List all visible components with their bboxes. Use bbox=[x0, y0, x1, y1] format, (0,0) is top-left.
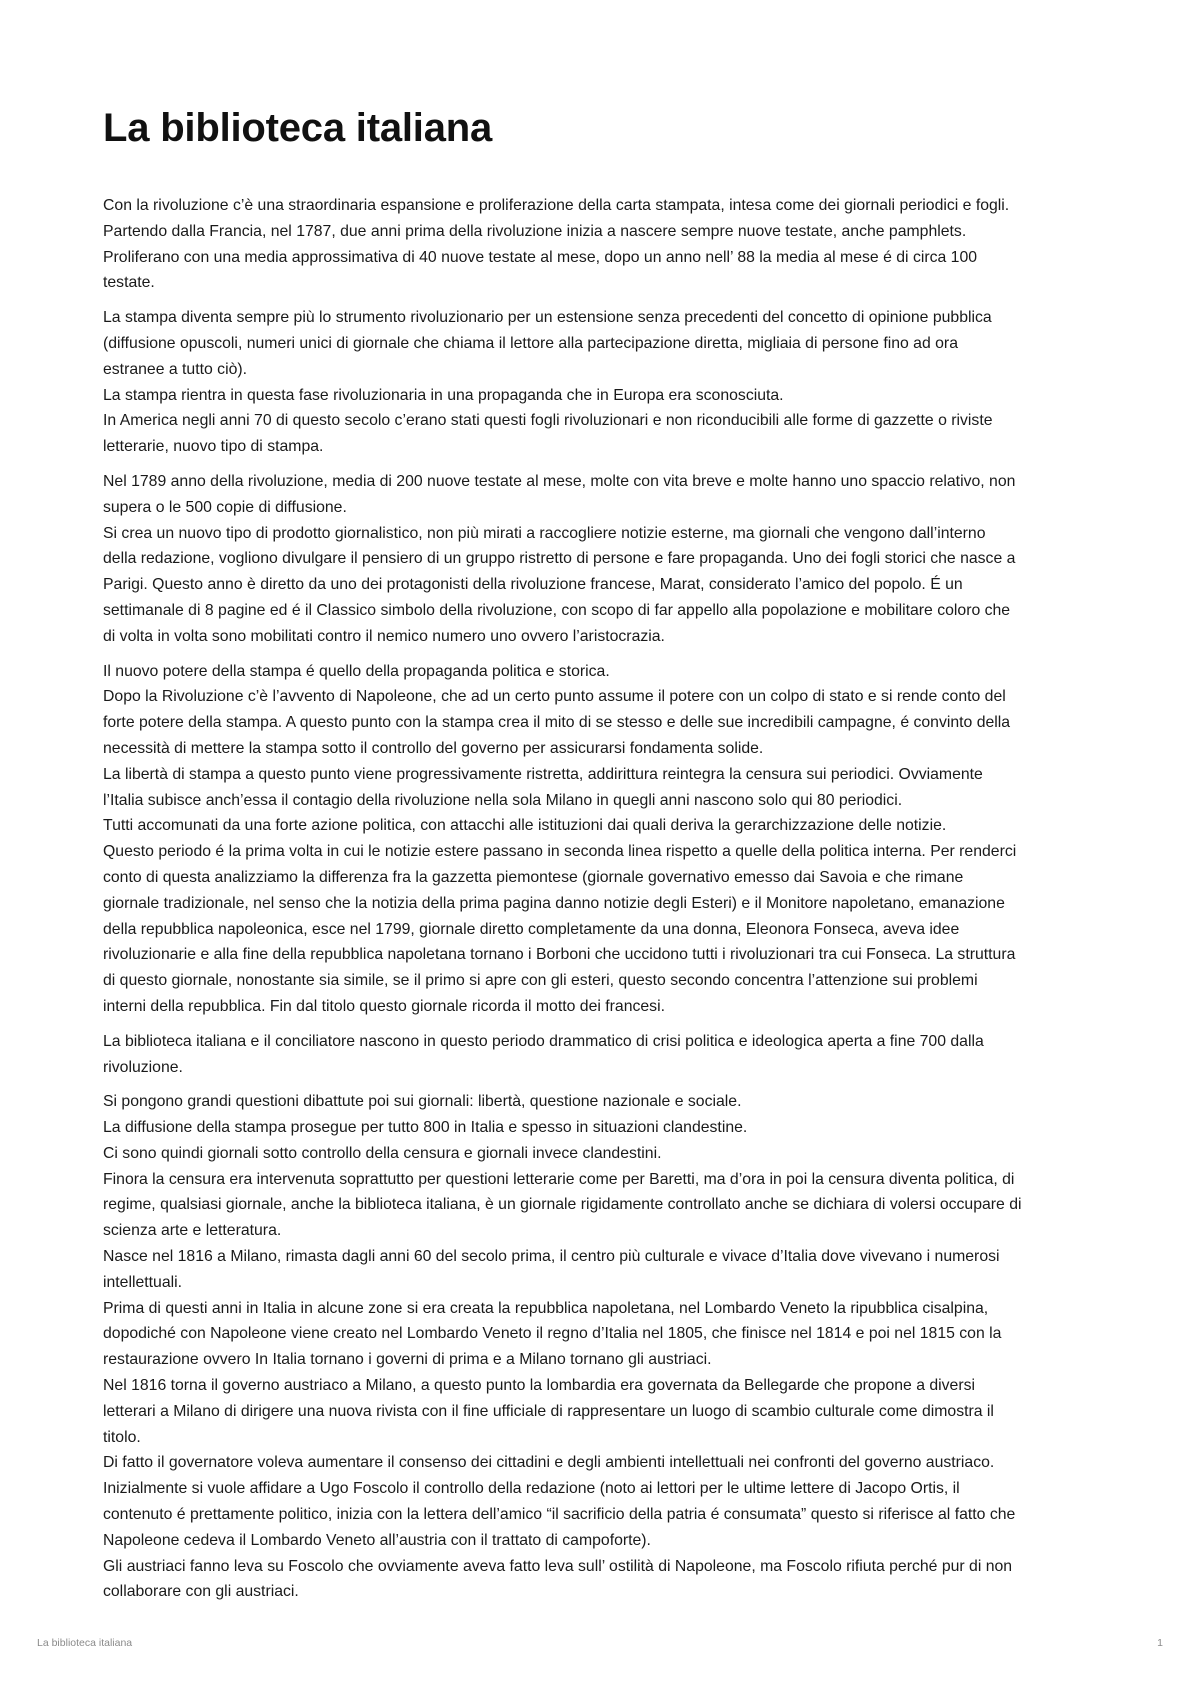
text-line: Prima di questi anni in Italia in alcune zone si era creata la repubblica napoletana, nel Lombardo Veneto la ripubblica cisalpina, bbox=[103, 1299, 989, 1317]
text-line: estranee a tutto ciò). bbox=[103, 360, 248, 378]
document-title: La biblioteca italiana bbox=[103, 106, 493, 150]
text-line: scienza arte e letteratura. bbox=[103, 1222, 282, 1240]
text-line: rivoluzionarie e alla fine della repubblica napoletana tornano i Borboni che uccidono tutti i rivoluzionari tra cui Fonseca. La struttura bbox=[103, 946, 1016, 964]
text-line: settimanale di 8 pagine ed é il Classico simbolo della rivoluzione, con scopo di far appello alla popolazione e mobilitare coloro che bbox=[103, 601, 1011, 619]
text-line: La biblioteca italiana e il conciliatore nascono in questo periodo drammatico di crisi politica e ideologica aperta a fine 700 dalla bbox=[103, 1032, 984, 1050]
text-line: della repubblica napoleonica, esce nel 1799, giornale diretto completamente da una donna, Eleonora Fonseca, aveva idee bbox=[103, 920, 960, 938]
text-line: necessità di mettere la stampa sotto il controllo del governo per assicurarsi fondamenta solide. bbox=[103, 739, 764, 757]
footer-title: La biblioteca italiana bbox=[37, 1637, 133, 1649]
text-line: La diffusione della stampa prosegue per tutto 800 in Italia e spesso in situazioni clandestine. bbox=[103, 1119, 748, 1137]
paragraph bbox=[103, 659, 1108, 1020]
text-line: Nel 1816 torna il governo austriaco a Milano, a questo punto la lombardia era governata da Bellegarde che propone a diversi bbox=[103, 1377, 976, 1395]
text-line: della redazione, vogliono divulgare il pensiero di un gruppo ristretto di persone e fare propaganda. Uno dei fogli storici che nasce a bbox=[103, 550, 1016, 568]
text-line: La libertà di stampa a questo punto viene progressivamente ristretta, addirittura reintegra la censura sui periodici. Ovviamente bbox=[103, 765, 983, 783]
document-page bbox=[103, 104, 1108, 1614]
text-line: di volta in volta sono mobilitati contro il nemico numero uno ovvero l’aristocrazia. bbox=[103, 627, 665, 645]
text-line: Di fatto il governatore voleva aumentare il consenso dei cittadini e degli ambienti intellettuali nei confronti del governo austriaco. bbox=[103, 1454, 995, 1472]
paragraph bbox=[103, 193, 1108, 296]
text-line: letterarie, nuovo tipo di stampa. bbox=[103, 438, 324, 456]
text-line: Si crea un nuovo tipo di prodotto giornalistico, non più mirati a raccogliere notizie esterne, ma giornali che vengono dall’interno bbox=[103, 524, 986, 542]
text-line: Proliferano con una media approssimativa di 40 nuove testate al mese, dopo un anno nell’ 88 la media al mese é di circa 100 bbox=[103, 248, 978, 266]
text-line: interni della repubblica. Fin dal titolo questo giornale ricorda il motto dei francesi. bbox=[103, 997, 665, 1015]
text-line: contenuto é prettamente politico, inizia con la lettera dell’amico “il sacrificio della patria é consumata” questo si riferisce al fatto che bbox=[103, 1506, 1016, 1524]
text-line: Nel 1789 anno della rivoluzione, media di 200 nuove testate al mese, molte con vita breve e molte hanno uno spaccio relativo, non bbox=[103, 472, 1016, 490]
text-line: Partendo dalla Francia, nel 1787, due anni prima della rivoluzione inizia a nascere sempre nuove testate, anche pamphlets. bbox=[103, 222, 967, 240]
text-line: Tutti accomunati da una forte azione politica, con attacchi alle istituzioni dai quali deriva la gerarchizzazione delle notizie. bbox=[103, 817, 947, 835]
text-line: Nasce nel 1816 a Milano, rimasta dagli anni 60 del secolo prima, il centro più culturale e vivace d’Italia dove vivevano i numerosi bbox=[103, 1248, 1000, 1266]
text-line: di questo giornale, nonostante sia simile, se il primo si apre con gli esteri, questo secondo concentra l’attenzione sui problemi bbox=[103, 972, 978, 990]
text-line: regime, qualsiasi giornale, anche la biblioteca italiana, è un giornale rigidamente controllato anche se dichiara di volersi occupare di bbox=[103, 1196, 1022, 1214]
paragraph bbox=[103, 469, 1108, 650]
text-line: Finora la censura era intervenuta soprattutto per questioni letterarie come per Baretti, ma d’ora in poi la censura diventa politica, di bbox=[103, 1170, 1015, 1188]
text-line: conto di questa analizziamo la differenza fra la gazzetta piemontese (giornale governativo emesso dai Savoia e che rimane bbox=[103, 868, 964, 886]
text-line: Con la rivoluzione c’è una straordinaria espansione e proliferazione della carta stampata, intesa come dei giornali periodici e fogli. bbox=[103, 197, 1010, 214]
text-line: Gli austriaci fanno leva su Foscolo che ovviamente aveva fatto leva sull’ ostilità di Napoleone, ma Foscolo rifiuta perché pur di non bbox=[103, 1557, 1013, 1575]
text-line: dopodiché con Napoleone viene creato nel Lombardo Veneto il regno d’Italia nel 1805, che finisce nel 1814 e poi nel 1815 con la bbox=[103, 1325, 1002, 1343]
document-body bbox=[103, 193, 1108, 1605]
text-line: La stampa rientra in questa fase rivoluzionaria in una propaganda che in Europa era sconosciuta. bbox=[103, 386, 784, 404]
text-line: testate. bbox=[103, 274, 155, 292]
text-line: rivoluzione. bbox=[103, 1058, 183, 1076]
text-line: Dopo la Rivoluzione c’è l’avvento di Napoleone, che ad un certo punto assume il potere con un colpo di stato e si rende conto del bbox=[103, 688, 1006, 706]
text-line: intellettuali. bbox=[103, 1273, 183, 1291]
paragraph bbox=[103, 1029, 1108, 1081]
text-line: In America negli anni 70 di questo secolo c’erano stati questi fogli rivoluzionari e non riconducibili alle forme di gazzette o riviste bbox=[103, 412, 993, 430]
text-line: forte potere della stampa. A questo punto con la stampa crea il mito di se stesso e delle sue incredibili campagne, é convinto della bbox=[103, 714, 1011, 732]
text-line: Questo periodo é la prima volta in cui le notizie estere passano in seconda linea rispetto a quelle della politica interna. Per renderci bbox=[103, 843, 1017, 861]
paragraph bbox=[103, 305, 1108, 460]
text-line: titolo. bbox=[103, 1428, 141, 1446]
text-line: La stampa diventa sempre più lo strumento rivoluzionario per un estensione senza precedenti del concetto di opinione pubblica bbox=[103, 309, 992, 327]
text-line: Ci sono quindi giornali sotto controllo della censura e giornali invece clandestini. bbox=[103, 1144, 662, 1162]
text-line: restaurazione ovvero In Italia tornano i governi di prima e a Milano tornano gli austriaci. bbox=[103, 1351, 712, 1369]
text-line: (diffusione opuscoli, numeri unici di giornale che chiama il lettore alla partecipazione diretta, migliaia di persone fino ad ora bbox=[103, 334, 958, 352]
text-line: letterari a Milano di dirigere una nuova rivista con il fine ufficiale di rappresentare un luogo di scambio culturale come dimostra il bbox=[103, 1402, 994, 1420]
text-line: l’Italia subisce anch’essa il contagio della rivoluzione nella sola Milano in quegli anni nascono solo qui 80 periodici. bbox=[103, 791, 903, 809]
text-line: collaborare con gli austriaci. bbox=[103, 1583, 299, 1601]
text-line: Si pongono grandi questioni dibattute poi sui giornali: libertà, questione nazionale e sociale. bbox=[103, 1093, 742, 1111]
text-line: Inizialmente si vuole affidare a Ugo Foscolo il controllo della redazione (noto ai lettori per le ultime lettere di Jacopo Ortis, il bbox=[103, 1480, 960, 1498]
paragraph bbox=[103, 1089, 1108, 1605]
text-line: Napoleone cedeva il Lombardo Veneto all’austria con il trattato di campoforte). bbox=[103, 1531, 651, 1549]
footer-page-number: 1 bbox=[1157, 1637, 1163, 1649]
text-line: supera o le 500 copie di diffusione. bbox=[103, 498, 347, 516]
text-line: giornale tradizionale, nel senso che la notizia della prima pagina danno notizie degli Esteri) e il Monitore napoletano, emanazione bbox=[103, 894, 1005, 912]
text-line: Parigi. Questo anno è diretto da uno dei protagonisti della rivoluzione francese, Marat, considerato l’amico del popolo. É un bbox=[103, 576, 963, 594]
text-line: Il nuovo potere della stampa é quello della propaganda politica e storica. bbox=[103, 662, 610, 680]
